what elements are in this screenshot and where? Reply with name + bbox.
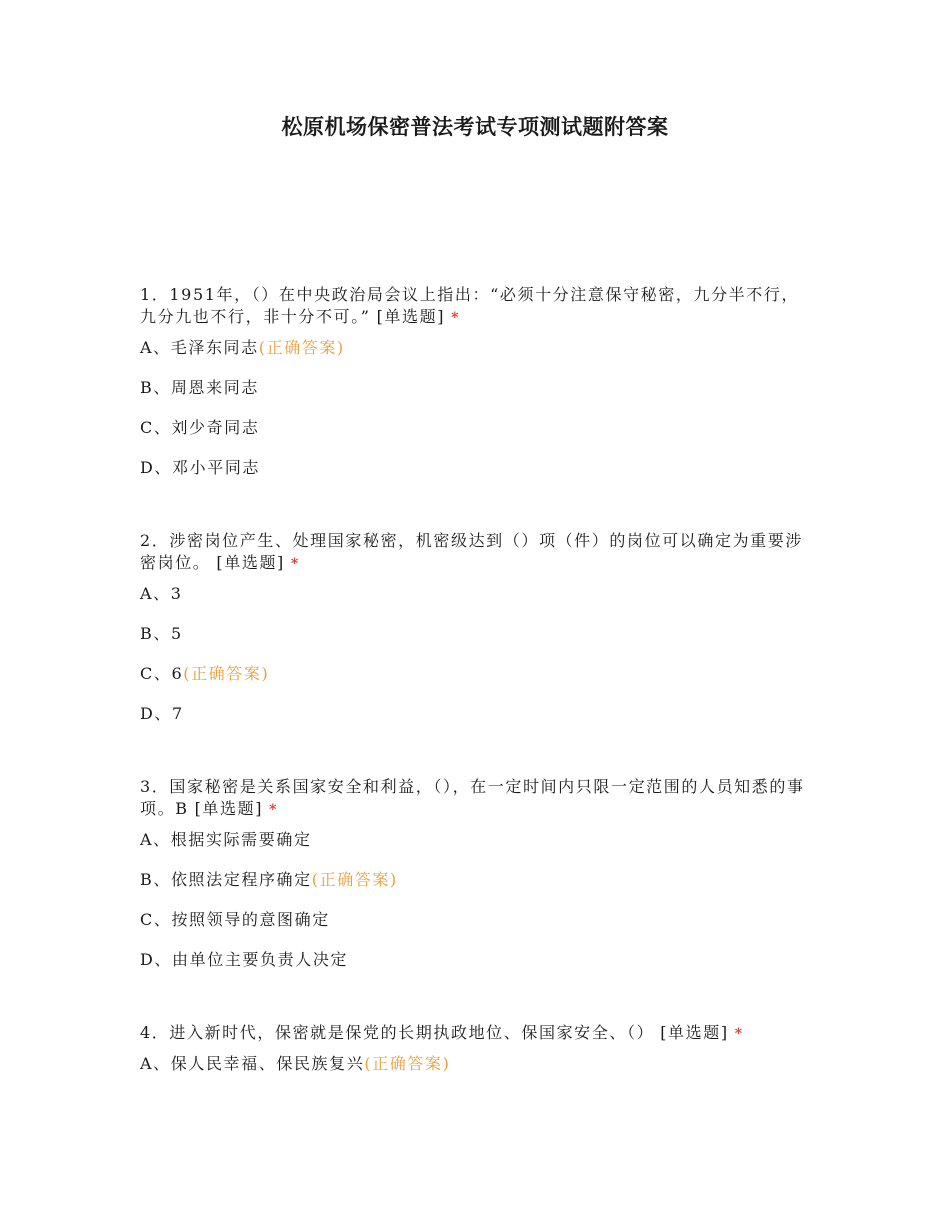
option-label: A、3 — [140, 584, 183, 603]
option-d[interactable] — [140, 703, 805, 725]
option-label: C、6 — [140, 664, 184, 683]
option-b[interactable] — [140, 869, 805, 891]
question-type-tag: [单选题] — [660, 1023, 729, 1042]
option-label: C、刘少奇同志 — [140, 418, 260, 437]
correct-answer-label: (正确答案) — [364, 1054, 451, 1073]
option-a[interactable] — [140, 583, 805, 605]
option-d[interactable] — [140, 949, 805, 971]
option-b[interactable] — [140, 623, 805, 645]
option-label: D、7 — [140, 704, 184, 723]
option-a[interactable] — [140, 337, 805, 359]
option-c[interactable] — [140, 909, 805, 931]
question-3 — [140, 776, 805, 971]
question-text: 2．涉密岗位产生、处理国家秘密，机密级达到（）项（件）的岗位可以确定为重要涉密岗位。 — [140, 531, 803, 572]
page-title: 松原机场保密普法考试专项测试题附答案 — [281, 114, 669, 139]
required-mark: * — [269, 802, 278, 818]
required-mark: * — [734, 1026, 744, 1042]
option-label: A、毛泽东同志 — [140, 338, 259, 357]
correct-answer-label: (正确答案) — [183, 664, 270, 683]
question-type-tag: [单选题] — [216, 553, 285, 572]
correct-answer-label: (正确答案) — [311, 870, 398, 889]
question-text: 3．国家秘密是关系国家安全和利益，（），在一定时间内只限一定范围的人员知悉的事项。B — [140, 777, 805, 818]
required-mark: * — [451, 310, 461, 326]
option-label: D、由单位主要负责人决定 — [140, 950, 349, 969]
option-c[interactable] — [140, 417, 805, 439]
option-a[interactable] — [140, 829, 805, 851]
question-type-tag: [单选题] — [376, 307, 446, 326]
option-a[interactable] — [140, 1053, 805, 1075]
question-stem — [140, 284, 805, 329]
question-stem — [140, 1022, 805, 1045]
option-c[interactable] — [140, 663, 805, 685]
question-text: 4．进入新时代，保密就是保党的长期执政地位、保国家安全、（） — [140, 1023, 655, 1042]
option-label: C、按照领导的意图确定 — [140, 910, 330, 929]
question-text: 1．1951年，（）在中央政治局会议上指出：“必须十分注意保守秘密，九分半不行，九分九也不行，非十分不可。” — [140, 285, 800, 326]
question-1 — [140, 284, 805, 479]
option-label: B、周恩来同志 — [140, 378, 259, 397]
question-stem — [140, 776, 805, 821]
required-mark: * — [290, 556, 300, 572]
option-label: D、邓小平同志 — [140, 458, 261, 477]
question-type-tag: [单选题] — [194, 799, 264, 818]
option-label: B、依照法定程序确定 — [140, 870, 312, 889]
option-label: A、根据实际需要确定 — [140, 830, 312, 849]
correct-answer-label: (正确答案) — [258, 338, 345, 357]
question-2 — [140, 530, 805, 725]
question-stem — [140, 530, 805, 575]
option-b[interactable] — [140, 377, 805, 399]
option-label: B、5 — [140, 624, 183, 643]
question-4 — [140, 1022, 805, 1075]
option-label: A、保人民幸福、保民族复兴 — [140, 1054, 365, 1073]
option-d[interactable] — [140, 457, 805, 479]
